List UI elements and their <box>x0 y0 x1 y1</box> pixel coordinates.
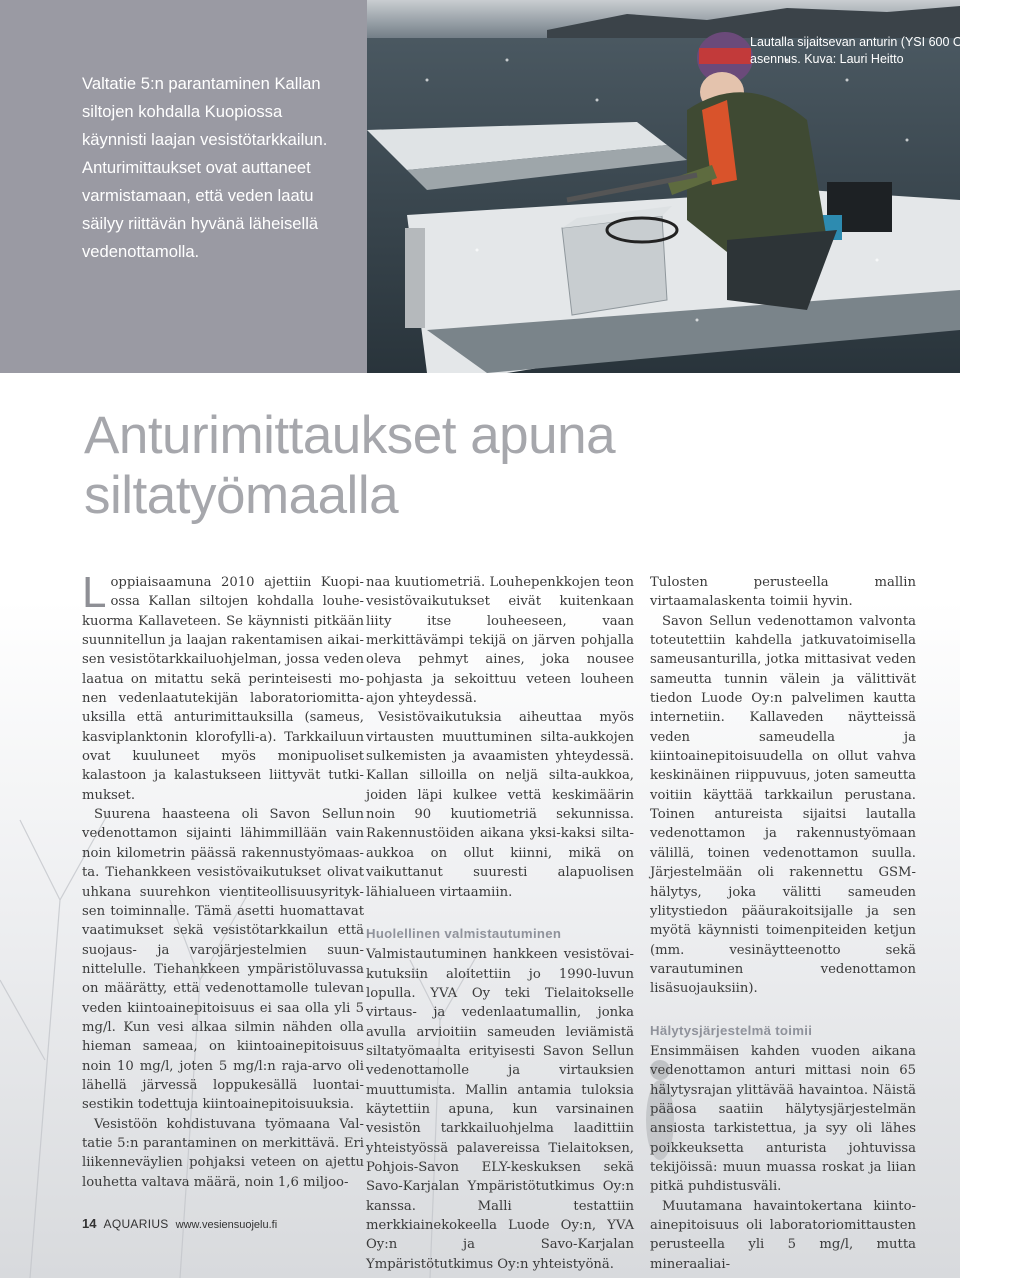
page-number: 14 <box>82 1216 97 1231</box>
subheading: Huolellinen valmistautuminen <box>366 925 562 941</box>
paragraph: Ensimmäisen kahden vuoden aikana vedenottamon anturi mittasi noin 65 hälytysrajan ylittävää havaintoa. Näistä pääosa saatiin hälytysjärjestelmän ansiosta tarkistettua, ja syy oli lähes poikkeuksetta anturista johtuvissa tekijöissä: muun muassa roskat ja liian pitkä puhdistusväli. <box>650 1043 916 1195</box>
subheading: Hälytysjärjestelmä toimii <box>650 1022 813 1038</box>
magazine-name: AQUARIUS <box>103 1217 169 1231</box>
page-title: Anturimittaukset apuna siltatyömaalla <box>84 406 616 525</box>
paragraph: Savon Sellun vedenottamon valvonta toteutettiin kahdella jatkuvatoimisella sameusanturilla, jotka mittasivat veden sameutta tunnin välein ja välittivät tiedon Luode Oy:n palvelimen kautta internetiin. Kallaveden näytteissä veden sameudella ja kiintoainepitoisuudella on ollut vahva keskinäinen riippuvuus, joten sameutta voitiin käyttää tarkkailun perustana. Toinen antureista sijaitsi lautalla vedenottamon ja rakennustyömaan välillä, toinen vedenottamon suulla. Järjestelmään oli rakennettu GSM-hälytys, joka välitti sameuden ylitystiedon pääurakoitsijalle ja sen myötä käynnisti toimenpiteiden ketjun (mm. vesinäytteenotto sekä varautuminen vedenottamon lisäsuojauksiin). <box>650 613 916 997</box>
article-column-3 <box>650 573 916 1274</box>
header-photo <box>367 0 986 373</box>
paragraph: naa kuutiometriä. Louhepenkkojen teon vesistövaikutukset eivät kuitenkaan liity itse louheeseen, vaan merkittävämpi tekijä on järven pohjalla oleva pehmyt aines, joka nousee pohjasta ja sekoittuu veteen louheen ajon yhteydessä. <box>366 575 634 707</box>
photo-caption: Lautalla sijaitsevan anturin (YSI 600 OMS) asennus. Kuva: Lauri Heitto <box>750 35 986 66</box>
drop-cap: L <box>82 568 107 617</box>
paragraph: Vesistöön kohdistuvana työmaana Valtatie 5:n parantaminen on merkittävä. Eri liikenneväylien pohjaksi veteen on ajettu louhetta valtava määrä, noin 1,6 miljoo- <box>82 1116 364 1190</box>
article-column-2 <box>366 573 634 1274</box>
website-link[interactable]: www.vesiensuojelu.fi <box>175 1219 278 1231</box>
paragraph: Valmistautuminen hankkeen vesistövaikutuksiin aloitettiin jo 1990-luvun lopulla. YVA Oy teki Tielaitokselle virtaus- ja vedenlaatumallin, jonka avulla arvioitiin sameuden leviämistä siltatyömaalta erityisesti Savon Sellun vedenottamolle ja virtauksien muuttumista. Mallin antamia tuloksia käytettiin apuna, kun varsinainen vesistön tarkkailuohjelma laadittiin yhteistyössä palavereissa Tielaitoksen, Pohjois-Savon ELY-keskuksen sekä Savo-Karjalan Ympäristötutkimus Oy:n kanssa. Malli testattiin merkkiainekokeella Luode Oy:n, YVA Oy:n ja Savo-Karjalan Ympäristötutkimus Oy:n yhteistyönä. <box>366 947 634 1272</box>
paragraph <box>82 568 364 805</box>
paragraph-text: oppiaisaamuna 2010 ajettiin Kuopiossa Kallan siltojen kohdalla louhekuorma Kallaveteen. Se käynnisti pitkään suunnitellun ja laajan rakentamisen aikaisen vesistötarkkailuohjelman, jossa veden laatua on mitattu sekä perinteisesti monen vedenlaatutekijän laboratoriomittauksilla että anturimittauksilla (sameus, kasviplanktonin klorofylli-a). Tarkkailuun ovat kuuluneet myös monipuoliset kalastoon ja kalastukseen liittyvät tutkimukset. <box>82 575 364 803</box>
paragraph: Vesistövaikutuksia aiheuttaa myös virtausten muuttuminen silta-aukkojen sulkemisten ja avaamisten yhteydessä. Kallan silloilla on neljä silta-aukkoa, joiden läpi kulkee vettä keskimäärin noin 90 kuutiometriä sekunnissa. Rakennustöiden aikana yksi-kaksi silta-aukkoa on ollut kiinni, mikä on vaikuttanut suuresti alapuolisen lähialueen virtaamiin. <box>366 710 634 900</box>
paragraph: Suurena haasteena oli Savon Sellun vedenottamon sijainti lähimmillään vain noin kilometrin päässä rakennustyömaasta. Tiehankkeen vesistövaikutukset olivat uhkana suurehkon vientiteollisuusyrityksen toiminnalle. Tämä asetti huomattavat vaatimukset sekä vesistötarkkailun että suojaus- ja varojärjestelmien suunnittelulle. Tiehankkeen ympäristöluvassa on määrätty, että vedenottamolle tulevan veden kiintoainepitoisuus ei saa olla yli 5 mg/l. Kun vesi alkaa silmin nähden olla hieman sameaa, on kiintoainepitoisuus noin 10 mg/l, joten 5 mg/l:n raja-arvo oli lähellä järvessä loppukesällä luontaisestikin todettuja kiintoainepitoisuuksia. <box>82 807 364 1113</box>
intro-box <box>0 0 367 373</box>
page-footer <box>82 1216 277 1231</box>
paragraph: Tulosten perusteella mallin virtaamalaskenta toimii hyvin. <box>650 575 916 610</box>
intro-text: Valtatie 5:n parantaminen Kallan siltojen kohdalla Kuopiossa käynnisti laajan vesistötarkkailun. Anturimittaukset ovat auttaneet varmistamaan, että veden laatu säilyy riittävän hyvänä läheisellä vedenottamolla. <box>82 74 328 261</box>
paragraph: Muutamana havaintokertana kiintoainepitoisuus oli laboratoriomittausten perusteella yli 5 mg/l, mutta mineraaliai- <box>650 1198 916 1272</box>
article-column-1 <box>82 568 364 1192</box>
